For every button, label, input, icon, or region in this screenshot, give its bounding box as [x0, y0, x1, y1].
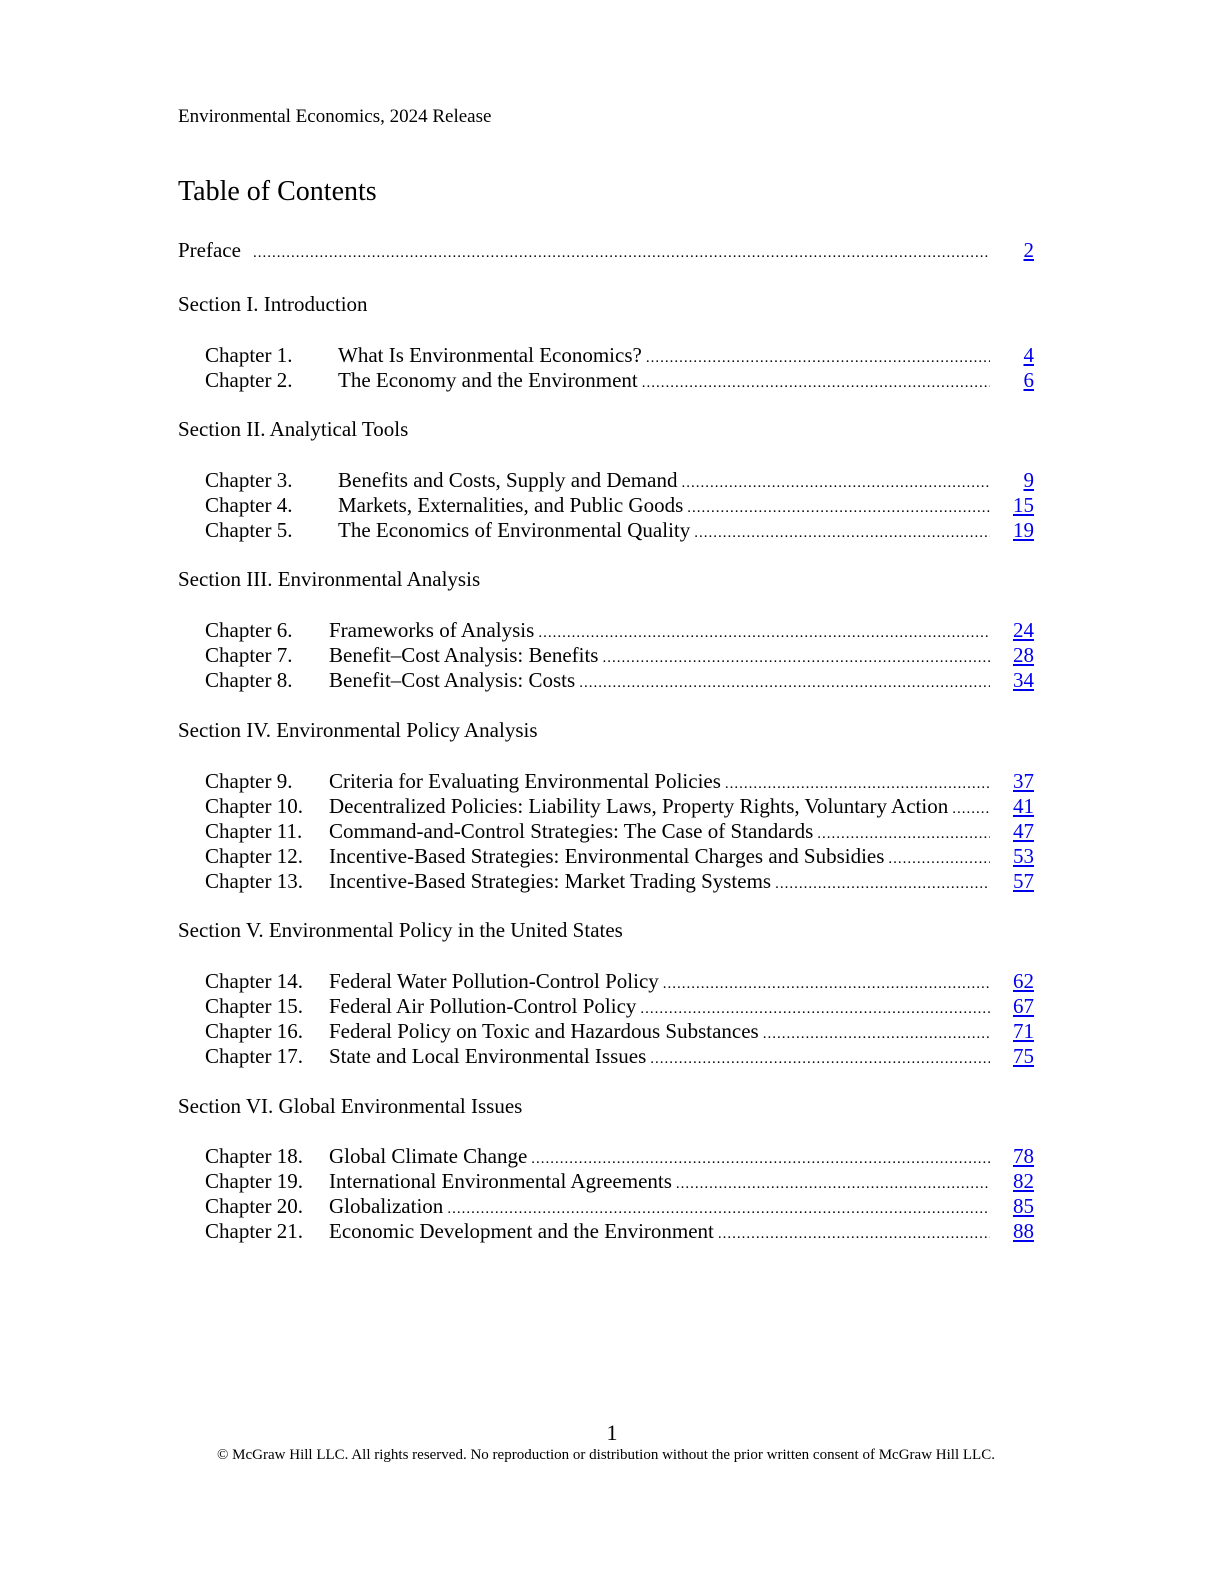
- dot-leader: [642, 371, 990, 396]
- chapter-label: Chapter 11.: [205, 819, 303, 843]
- chapter-label: Chapter 19.: [205, 1169, 303, 1193]
- chapter-label: Chapter 21.: [205, 1219, 303, 1243]
- page-number-link[interactable]: 71: [1013, 1019, 1034, 1043]
- toc-entry-chapter: [205, 343, 1034, 371]
- toc-entry-chapter: [205, 518, 1034, 546]
- chapter-title: Decentralized Policies: Liability Laws, Property Rights, Voluntary Action: [329, 794, 949, 818]
- page-number-link[interactable]: 78: [1013, 1144, 1034, 1168]
- toc-entry-chapter: [205, 769, 1034, 797]
- toc-entry-chapter: [205, 969, 1034, 997]
- section-heading: Section III. Environmental Analysis: [178, 567, 481, 591]
- page-number-link[interactable]: 15: [1013, 493, 1034, 517]
- page-number-link[interactable]: 53: [1013, 844, 1034, 868]
- toc-entry-chapter: [205, 1019, 1034, 1047]
- chapter-label: Chapter 15.: [205, 994, 303, 1018]
- toc-entry-chapter: [205, 468, 1034, 496]
- page-number: 1: [606, 1420, 618, 1445]
- copyright-notice: © McGraw Hill LLC. All rights reserved. No reproduction or distribution without the prior written consent of McGraw Hill LLC.: [217, 1447, 995, 1463]
- chapter-title: Benefit–Cost Analysis: Benefits: [329, 643, 599, 667]
- toc-entry-chapter: [205, 1044, 1034, 1072]
- chapter-title: Benefit–Cost Analysis: Costs: [329, 668, 576, 692]
- running-header: Environmental Economics, 2024 Release: [178, 106, 492, 127]
- page-number-link[interactable]: 28: [1013, 643, 1034, 667]
- toc-entry-chapter: [205, 869, 1034, 897]
- chapter-label: Chapter 5.: [205, 518, 293, 542]
- dot-leader: [253, 241, 990, 266]
- toc-entry-chapter: [205, 668, 1034, 696]
- section-heading: Section VI. Global Environmental Issues: [178, 1094, 523, 1118]
- chapter-title: Federal Policy on Toxic and Hazardous Substances: [329, 1019, 759, 1043]
- toc-entry-chapter: [205, 844, 1034, 872]
- toc-entry-chapter: [205, 643, 1034, 671]
- chapter-title: Global Climate Change: [329, 1144, 528, 1168]
- toc-entry-preface: [178, 238, 1034, 266]
- chapter-label: Chapter 7.: [205, 643, 293, 667]
- chapter-title: Criteria for Evaluating Environmental Policies: [329, 769, 721, 793]
- dot-leader: [718, 1222, 990, 1247]
- chapter-label: Chapter 4.: [205, 493, 293, 517]
- page-number-link[interactable]: 75: [1013, 1044, 1034, 1068]
- toc-entry-chapter: [205, 1169, 1034, 1197]
- chapter-label: Chapter 14.: [205, 969, 303, 993]
- chapter-title: State and Local Environmental Issues: [329, 1044, 647, 1068]
- page-number-link[interactable]: 4: [1023, 343, 1034, 367]
- chapter-title: Federal Air Pollution-Control Policy: [329, 994, 637, 1018]
- page-number-link[interactable]: 19: [1013, 518, 1034, 542]
- page-number-link[interactable]: 62: [1013, 969, 1034, 993]
- toc-entry-chapter: [205, 819, 1034, 847]
- section-heading: Section II. Analytical Tools: [178, 417, 409, 441]
- chapter-label: Chapter 6.: [205, 618, 293, 642]
- chapter-title: The Economy and the Environment: [338, 368, 638, 392]
- page-number-link[interactable]: 9: [1023, 468, 1034, 492]
- page-title: Table of Contents: [178, 176, 377, 207]
- page-number-link[interactable]: 57: [1013, 869, 1034, 893]
- toc-entry-title: Preface: [178, 238, 241, 262]
- chapter-title: Globalization: [329, 1194, 444, 1218]
- chapter-label: Chapter 10.: [205, 794, 303, 818]
- dot-leader: [579, 671, 990, 696]
- chapter-title: Incentive-Based Strategies: Market Trading Systems: [329, 869, 772, 893]
- section-heading: Section I. Introduction: [178, 292, 368, 316]
- chapter-title: What Is Environmental Economics?: [338, 343, 642, 367]
- chapter-label: Chapter 17.: [205, 1044, 303, 1068]
- chapter-title: Federal Water Pollution-Control Policy: [329, 969, 659, 993]
- page-number-link[interactable]: 47: [1013, 819, 1034, 843]
- page-number-link[interactable]: 6: [1023, 368, 1034, 392]
- page-number-link[interactable]: 67: [1013, 994, 1034, 1018]
- chapter-label: Chapter 20.: [205, 1194, 303, 1218]
- dot-leader: [694, 521, 990, 546]
- page-number-link[interactable]: 34: [1013, 668, 1034, 692]
- chapter-title: The Economics of Environmental Quality: [338, 518, 691, 542]
- page-number-link[interactable]: 37: [1013, 769, 1034, 793]
- chapter-title: Frameworks of Analysis: [329, 618, 535, 642]
- toc-entry-chapter: [205, 618, 1034, 646]
- chapter-label: Chapter 16.: [205, 1019, 303, 1043]
- page-number-link[interactable]: 88: [1013, 1219, 1034, 1243]
- chapter-title: Economic Development and the Environment: [329, 1219, 714, 1243]
- chapter-label: Chapter 3.: [205, 468, 293, 492]
- page-number-link[interactable]: 41: [1013, 794, 1034, 818]
- section-heading: Section V. Environmental Policy in the United States: [178, 918, 623, 942]
- chapter-title: Markets, Externalities, and Public Goods: [338, 493, 684, 517]
- toc-entry-chapter: [205, 1219, 1034, 1247]
- page-number-link[interactable]: 82: [1013, 1169, 1034, 1193]
- page-number-link[interactable]: 85: [1013, 1194, 1034, 1218]
- page-number-link[interactable]: 24: [1013, 618, 1034, 642]
- dot-leader: [775, 872, 990, 897]
- toc-entry-chapter: [205, 493, 1034, 521]
- chapter-title: Benefits and Costs, Supply and Demand: [338, 468, 678, 492]
- chapter-label: Chapter 8.: [205, 668, 293, 692]
- chapter-label: Chapter 12.: [205, 844, 303, 868]
- chapter-label: Chapter 2.: [205, 368, 293, 392]
- chapter-label: Chapter 13.: [205, 869, 303, 893]
- chapter-title: International Environmental Agreements: [329, 1169, 672, 1193]
- toc-entry-chapter: [205, 1144, 1034, 1172]
- page-number-link[interactable]: 2: [1023, 238, 1034, 262]
- toc-entry-chapter: [205, 1194, 1034, 1222]
- chapter-label: Chapter 9.: [205, 769, 293, 793]
- toc-entry-chapter: [205, 368, 1034, 396]
- chapter-title: Command-and-Control Strategies: The Case of Standards: [329, 819, 814, 843]
- chapter-label: Chapter 1.: [205, 343, 293, 367]
- dot-leader: [650, 1047, 990, 1072]
- section-heading: Section IV. Environmental Policy Analysis: [178, 718, 538, 742]
- chapter-label: Chapter 18.: [205, 1144, 303, 1168]
- toc-entry-chapter: [205, 794, 1034, 822]
- chapter-title: Incentive-Based Strategies: Environmental Charges and Subsidies: [329, 844, 885, 868]
- toc-entry-chapter: [205, 994, 1034, 1022]
